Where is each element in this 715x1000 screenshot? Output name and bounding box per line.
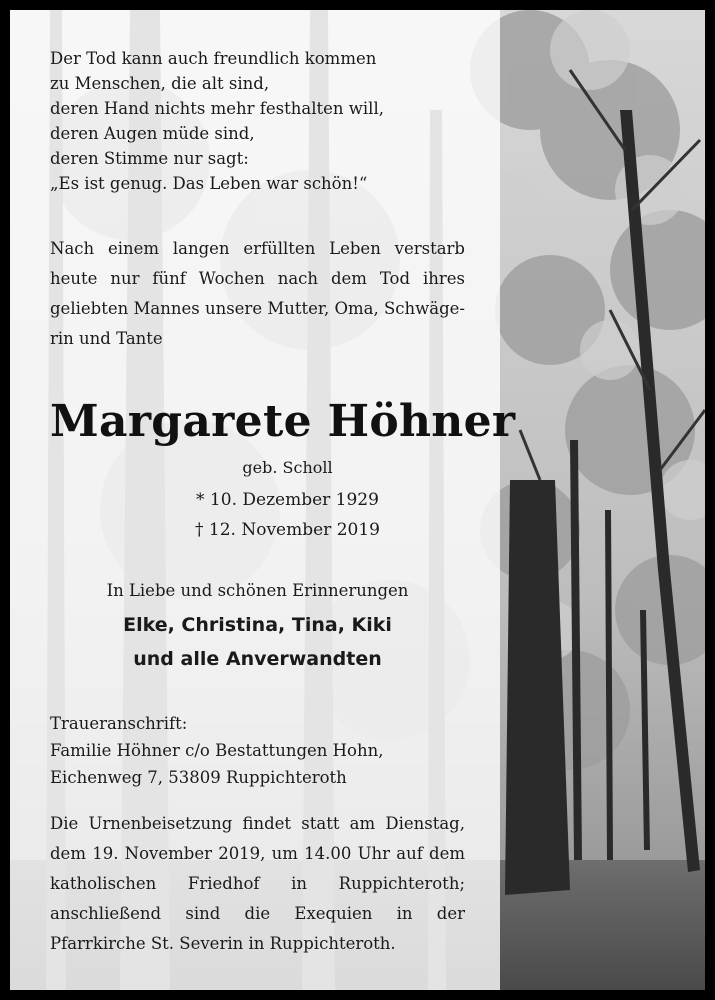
birth-date: * 10. Dezember 1929 (196, 490, 379, 510)
maiden-name: geb. Scholl (242, 458, 333, 477)
notice-content (50, 46, 516, 959)
poem-line: deren Hand nichts mehr festhalten will, (50, 99, 384, 118)
poem-line: zu Menschen, die alt sind, (50, 74, 270, 93)
funeral-details: Die Urnenbeisetzung findet statt am Dienstag, dem 19. November 2019, um 14.00 Uhr auf dem katholischen Friedhof in Ruppichteroth; anschließend sind die Exequien in der Pfarrkirche St. Severin in Ruppichteroth. (50, 814, 465, 953)
mourning-address (50, 710, 465, 791)
poem-line: Der Tod kann auch freundlich kommen (50, 49, 377, 68)
relatives-line: und alle Anverwandten (133, 648, 382, 670)
life-dates (50, 485, 465, 545)
address-line: Eichenweg 7, 53809 Ruppichteroth (50, 768, 347, 787)
mourners (50, 608, 465, 676)
poem-line: „Es ist genug. Das Leben war schön!“ (50, 174, 368, 193)
poem (50, 46, 465, 196)
death-date: † 12. November 2019 (195, 520, 380, 540)
deceased-name: Margarete Höhner (50, 396, 516, 447)
address-line: Familie Höhner c/o Bestattungen Hohn, (50, 741, 384, 760)
death-announcement: Nach einem langen erfüllten Leben verstarb heute nur fünf Wochen nach dem Tod ihres geliebten Mannes unsere Mutter, Oma, Schwägerin und Tante (50, 239, 465, 348)
mourners-intro: In Liebe und schönen Erinnerungen (106, 581, 409, 600)
address-label: Traueranschrift: (50, 714, 188, 733)
poem-line: deren Augen müde sind, (50, 124, 255, 143)
poem-line: deren Stimme nur sagt: (50, 149, 249, 168)
mourner-names: Elke, Christina, Tina, Kiki (123, 614, 392, 636)
